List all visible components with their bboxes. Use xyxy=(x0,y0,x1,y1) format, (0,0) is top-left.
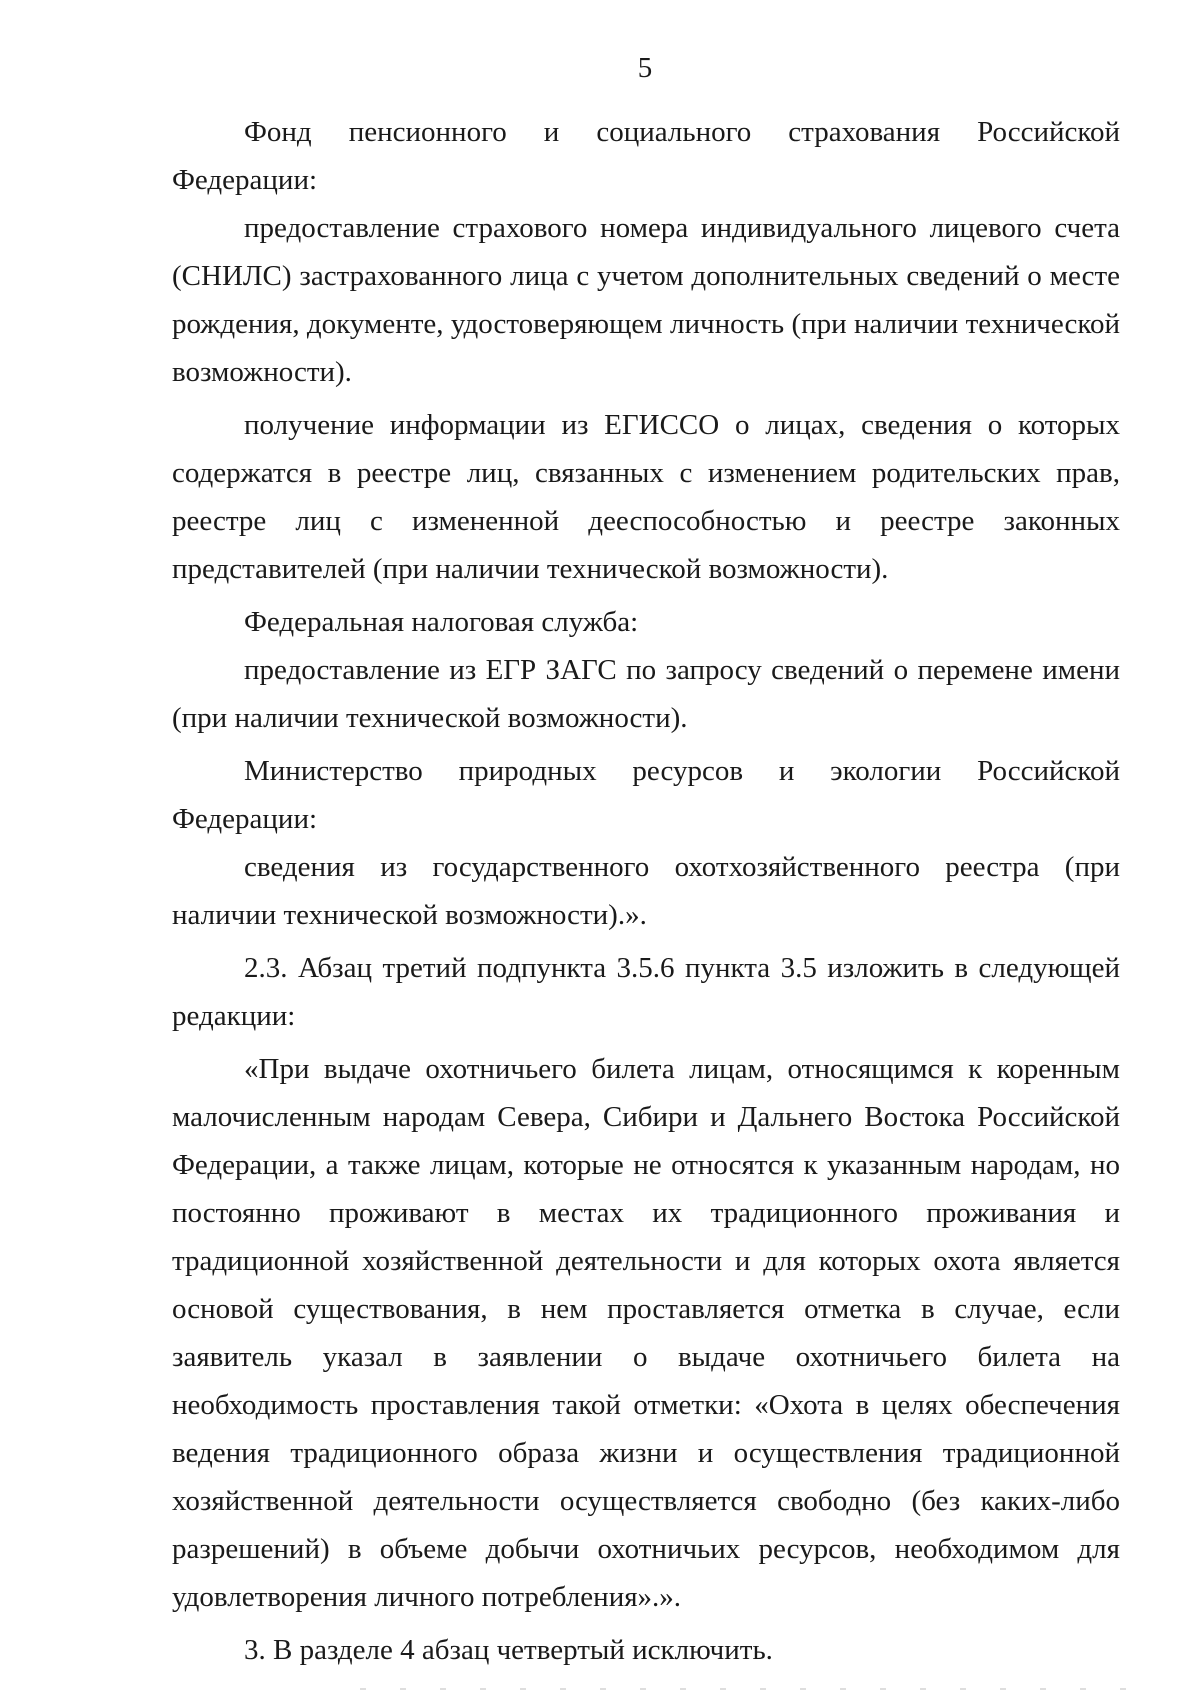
paragraph-egisso: получение информации из ЕГИССО о лицах, сведения о которых содержатся в реестре лиц, связанных с изменением родительских прав, реестре лиц с измененной дееспособностью и реестре законных представителей (при наличии технической возможности). xyxy=(172,409,1120,585)
paragraph-snils: предоставление страхового номера индивидуального лицевого счета (СНИЛС) застрахованного лица с учетом дополнительных сведений о месте рождения, документе, удостоверяющем личность (при наличии технической возможности). xyxy=(172,212,1120,388)
paragraph-item-2-3: 2.3. Абзац третий подпункта 3.5.6 пункта 3.5 изложить в следующей редакции: xyxy=(172,952,1120,1032)
scan-edge-artifact xyxy=(360,1688,1140,1690)
paragraph-hunting-ticket-quote: «При выдаче охотничьего билета лицам, относящимся к коренным малочисленным народам Севера, Сибири и Дальнего Востока Российской Федерации, а также лицам, которые не относятся к указанным народам, но постоянно проживают в местах их традиционного проживания и традиционной хозяйственной деятельности и для которых охота является основой существования, в нем проставляется отметка в случае, если заявитель указал в заявлении о выдаче охотничьего билета на необходимость проставления такой отметки: «Охота в целях обеспечения ведения традиционного образа жизни и осуществления традиционной хозяйственной деятельности осуществляется свободно (без каких-либо разрешений) в объеме добычи охотничьих ресурсов, необходимом для удовлетворения личного потребления».». xyxy=(172,1053,1120,1613)
page-number: 5 xyxy=(637,52,653,84)
paragraph-tax-service-heading: Федеральная налоговая служба: xyxy=(244,606,639,638)
paragraph-item-3: 3. В разделе 4 абзац четвертый исключить. xyxy=(244,1634,773,1666)
paragraph-pension-fund-heading: Фонд пенсионного и социального страхования Российской Федерации: xyxy=(172,116,1120,196)
document-body xyxy=(172,108,1120,1674)
paragraph-egr-zags: предоставление из ЕГР ЗАГС по запросу сведений о перемене имени (при наличии технической возможности). xyxy=(172,654,1120,734)
paragraph-ministry-heading: Министерство природных ресурсов и экологии Российской Федерации: xyxy=(172,755,1120,835)
paragraph-hunting-registry: сведения из государственного охотхозяйственного реестра (при наличии технической возможности).». xyxy=(172,851,1120,931)
